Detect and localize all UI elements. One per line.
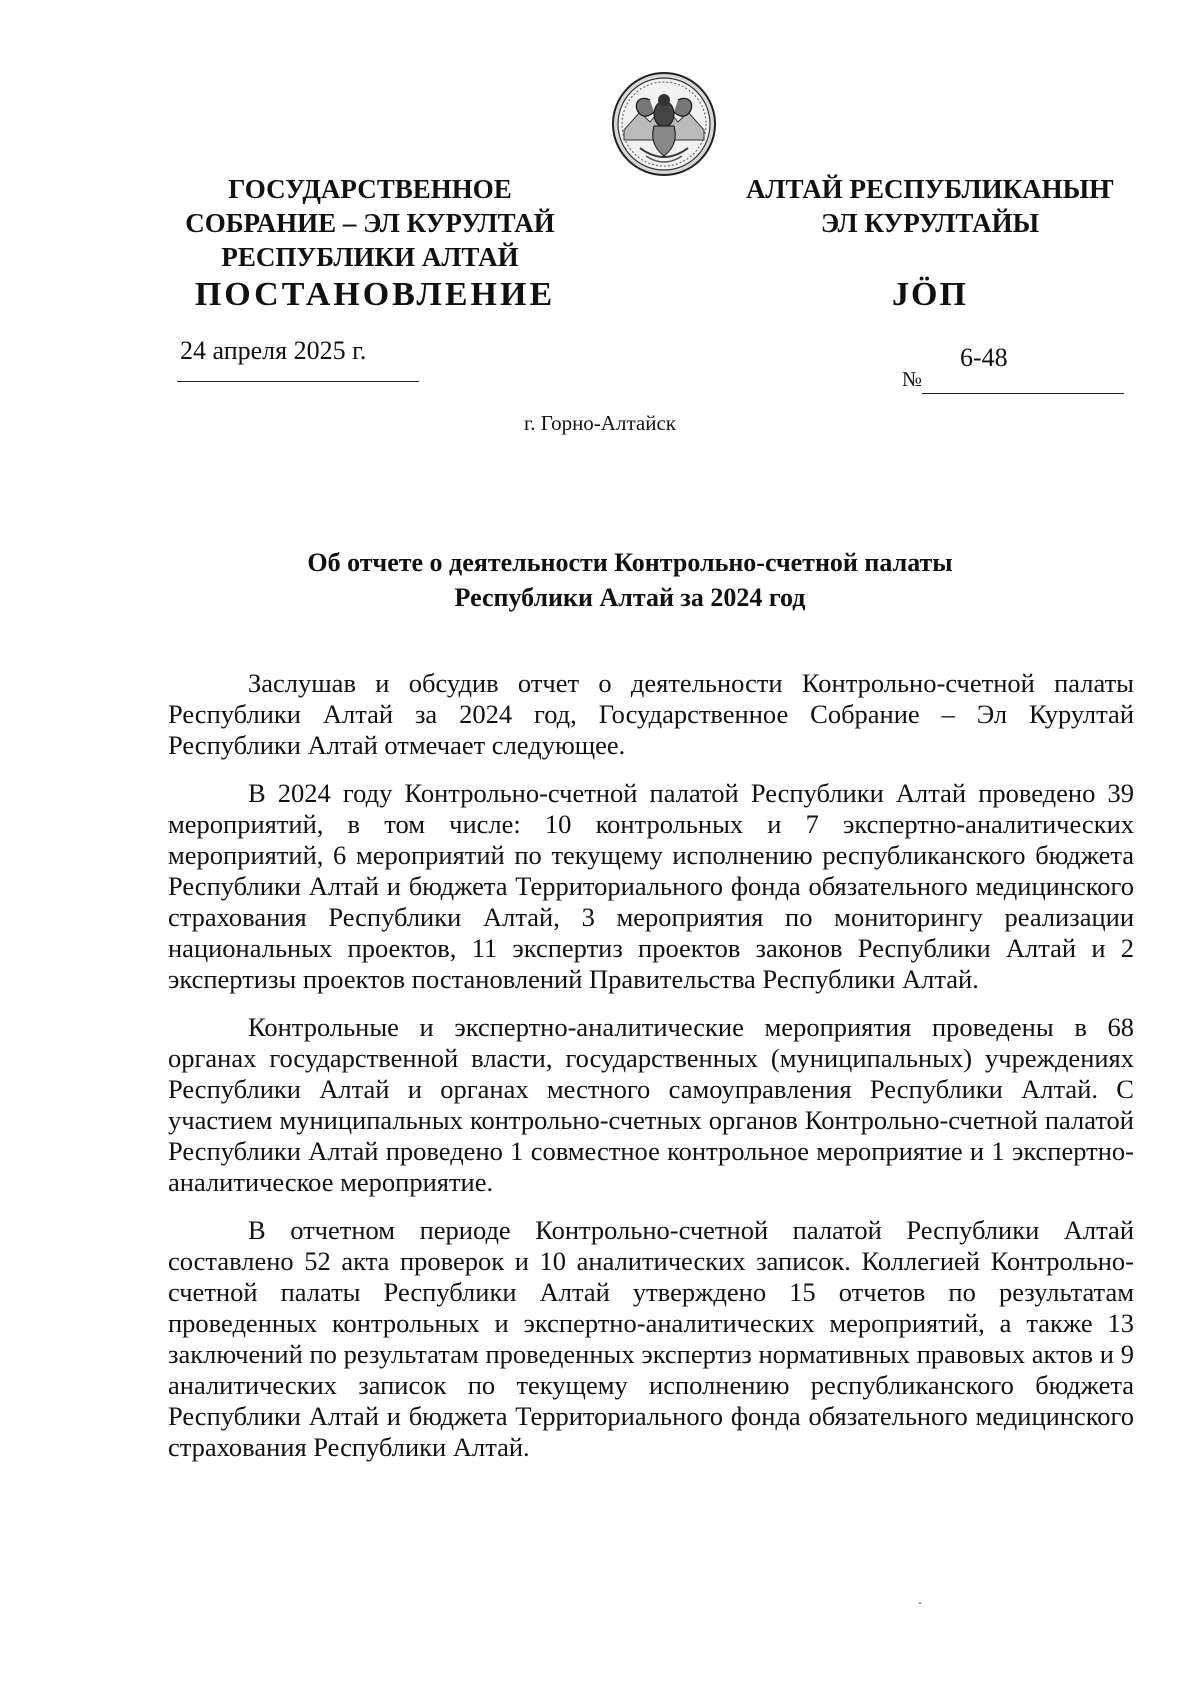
coat-of-arms-emblem — [610, 70, 718, 178]
body-paragraph: В отчетном периоде Контрольно-счетной палатой Республики Алтай составлено 52 акта проверок и 10 аналитических записок. Коллегией Контрольно-счетной палаты Республики Алтай утверждено 15 отчетов по результатам проведенных контрольных и экспертно-аналитических мероприятий, а также 13 заключений по результатам проведенных экспертиз нормативных правовых актов и 9 аналитических записок по текущему исполнению республиканского бюджета Республики Алтай и бюджета Территориального фонда обязательного медицинского страхования Республики Алтай. — [168, 1215, 1134, 1462]
document-body — [168, 668, 1134, 1480]
document-type-russian: ПОСТАНОВЛЕНИЕ — [194, 276, 556, 313]
org-line: ЭЛ КУРУЛТАЙЫ — [820, 208, 1040, 238]
title-line: Об отчете о деятельности Контрольно-счетной палаты — [307, 548, 953, 577]
org-line: СОБРАНИЕ – ЭЛ КУРУЛТАЙ — [185, 208, 555, 238]
number-label: № — [902, 367, 923, 391]
number-underline — [922, 393, 1124, 394]
document-title — [200, 545, 1060, 615]
document-date: 24 апреля 2025 г. — [180, 336, 367, 365]
body-paragraph: В 2024 году Контрольно-счетной палатой Республики Алтай проведено 39 мероприятий, в том числе: 10 контрольных и 7 экспертно-аналитических мероприятий, 6 мероприятий по текущему исполнению республиканского бюджета Республики Алтай и бюджета Территориального фонда обязательного медицинского страхования Республики Алтай, 3 мероприятия по мониторингу реализации национальных проектов, 11 экспертиз проектов законов Республики Алтай и 2 экспертизы проектов постановлений Правительства Республики Алтай. — [168, 778, 1134, 994]
body-paragraph: Контрольные и экспертно-аналитические мероприятия проведены в 68 органах государственной власти, государственных (муниципальных) учреждениях Республики Алтай и органах местного самоуправления Республики Алтай. С участием муниципальных контрольно-счетных органов Контрольно-счетной палатой Республики Алтай проведено 1 совместное контрольное мероприятие и 1 экспертно-аналитическое мероприятие. — [168, 1012, 1134, 1197]
org-line: АЛТАЙ РЕСПУБЛИКАНЫҤ — [745, 174, 1115, 204]
city-name: г. Горно-Алтайск — [524, 411, 676, 435]
organization-name-altai — [730, 172, 1130, 240]
org-line: РЕСПУБЛИКИ АЛТАЙ — [221, 242, 519, 272]
scan-speck — [919, 1602, 921, 1604]
org-line: ГОСУДАРСТВЕННОЕ — [228, 174, 512, 204]
document-number: 6-48 — [960, 343, 1008, 372]
title-line: Республики Алтай за 2024 год — [454, 583, 806, 612]
body-paragraph: Заслушав и обсудив отчет о деятельности Контрольно-счетной палаты Республики Алтай за 2024 год, Государственное Собрание – Эл Курултай Республики Алтай отмечает следующее. — [168, 668, 1134, 760]
date-underline — [177, 381, 419, 382]
organization-name-russian — [150, 172, 590, 274]
document-type-altai: JÖП — [892, 276, 968, 313]
